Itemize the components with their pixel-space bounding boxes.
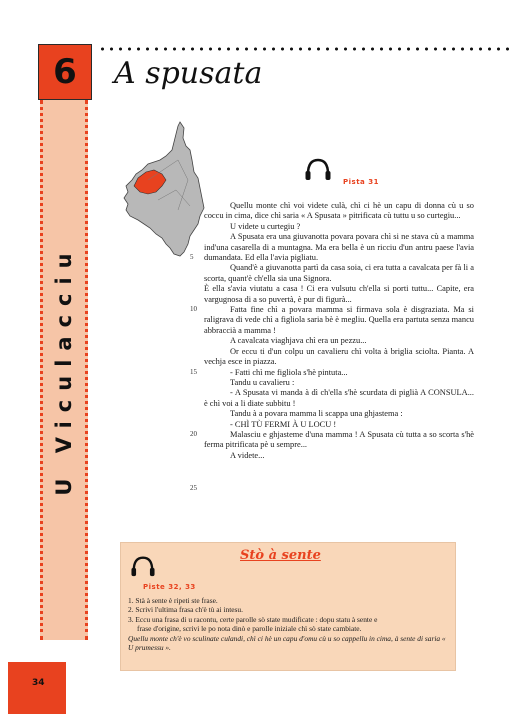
exercise-item-num: 3. — [128, 614, 134, 624]
line-number: 10 — [190, 305, 197, 313]
story-paragraph: - A Spusata vi manda à dì ch'ella s'hè scurdata di piglià A CONSULA... è chì voi a li diate subbitu ! — [204, 388, 474, 408]
story-paragraph: A cavalcata viaghjava chì era un pezzu... — [230, 336, 367, 346]
story-paragraph: Tandu u cavalieru : — [230, 377, 295, 387]
exercise-item-text: Scrivi l'ultima frasa ch'è tù ai intesu. — [135, 605, 243, 615]
dotted-rule — [98, 46, 512, 52]
story-text — [204, 201, 474, 461]
story-paragraph: Malasciu e ghjasteme d'una mamma ! A Spusata cù tutta a so scorta s'hè ferma pitrificata pè u sempre... — [204, 429, 474, 450]
exercise-item — [128, 596, 446, 605]
page-number: 34 — [32, 678, 45, 688]
chapter-number-box — [38, 44, 92, 100]
exercise-list — [128, 596, 446, 652]
exercise-item-num: 2. — [128, 605, 134, 615]
page-number-box — [8, 662, 66, 714]
exercise-note: Quellu monte ch'è vo sculinate culandi, chì ci hè un capu d'omu cù u so cappellu in cima, à sente di saria « U prumessu ». — [128, 633, 446, 653]
side-title: U Viculacciu — [52, 244, 76, 496]
exercise-title: Stò à sente — [240, 548, 321, 563]
page-title: A spusata — [114, 56, 263, 91]
story-paragraph: Tandu à a povara mamma li scappa una ghjastema : — [230, 409, 403, 419]
headphones-icon — [130, 554, 156, 578]
line-number: 15 — [190, 368, 197, 376]
chapter-number: 6 — [53, 52, 77, 92]
exercise-item-text: Stà à sente è ripeti ste frase. — [135, 596, 218, 605]
story-paragraph: U videte u curtegiu ? — [230, 221, 301, 231]
exercise-item-text: Eccu una frasa di u racontu, certe parolle sò state mudificate : dopu statu à sente e — [135, 614, 378, 624]
story-paragraph: Or eccu ti d'un colpu un cavalieru chì volta à briglia sciolta. Pianta. A vechja esce in piazza. — [204, 346, 474, 367]
line-number: 5 — [190, 253, 194, 261]
story-paragraph: Fatta fine chì a povara mamma si firmava sola è disgraziata. Ma si raligrava di vede chì a figliola saria bè è megliu. Quella era partuta senza mancu abbraccià a mamma ! — [204, 305, 474, 335]
exercise-item — [128, 615, 446, 624]
story-paragraph: - CHÌ TÙ FERMI À U LOCU ! — [230, 419, 337, 429]
exercise-track-label: Piste 32, 33 — [143, 583, 196, 591]
story-paragraph: È ella s'avia viutatu a casa ! Ci era vulsutu ch'ella si porti tuttu... Capite, era vargugnosa di a so puvertà, è pur di figurà... — [204, 284, 474, 304]
line-number: 25 — [190, 484, 197, 492]
story-paragraph: A Spusata era una giuvanotta povara povara chì si ne stava cù a mamma ind'una casarella di a muntagna. Ma era bella è un ricciu d'un antru paese l'avia dumandata. Ed ella l'avia pigliatu. — [204, 232, 474, 263]
story-paragraph: Quellu monte chì voi videte culà, chì ci hè un capu di donna cù u so coccu in cima, dice chì saria « A Spusata » pitrificata cù tuttu u so curtegiu... — [204, 201, 474, 221]
headphones-icon — [304, 156, 332, 182]
exercise-item-num: 1. — [128, 596, 134, 605]
story-paragraph: A videte... — [230, 450, 265, 460]
exercise-item — [128, 605, 446, 614]
track-label: Pista 31 — [343, 178, 379, 186]
exercise-item-continuation: frase d'origine, scrivi le po nota dinò e parolle iniziale chì sò state cambiate. — [137, 624, 362, 634]
story-paragraph: - Fatti chì me figliola s'hè pintuta... — [230, 367, 348, 377]
story-paragraph: Quand'è a giuvanotta partì da casa soia, ci era tutta a cavalcata per fà li a scorta, quant'è ch'ella sia una Signora. — [204, 263, 474, 283]
line-number: 20 — [190, 430, 197, 438]
